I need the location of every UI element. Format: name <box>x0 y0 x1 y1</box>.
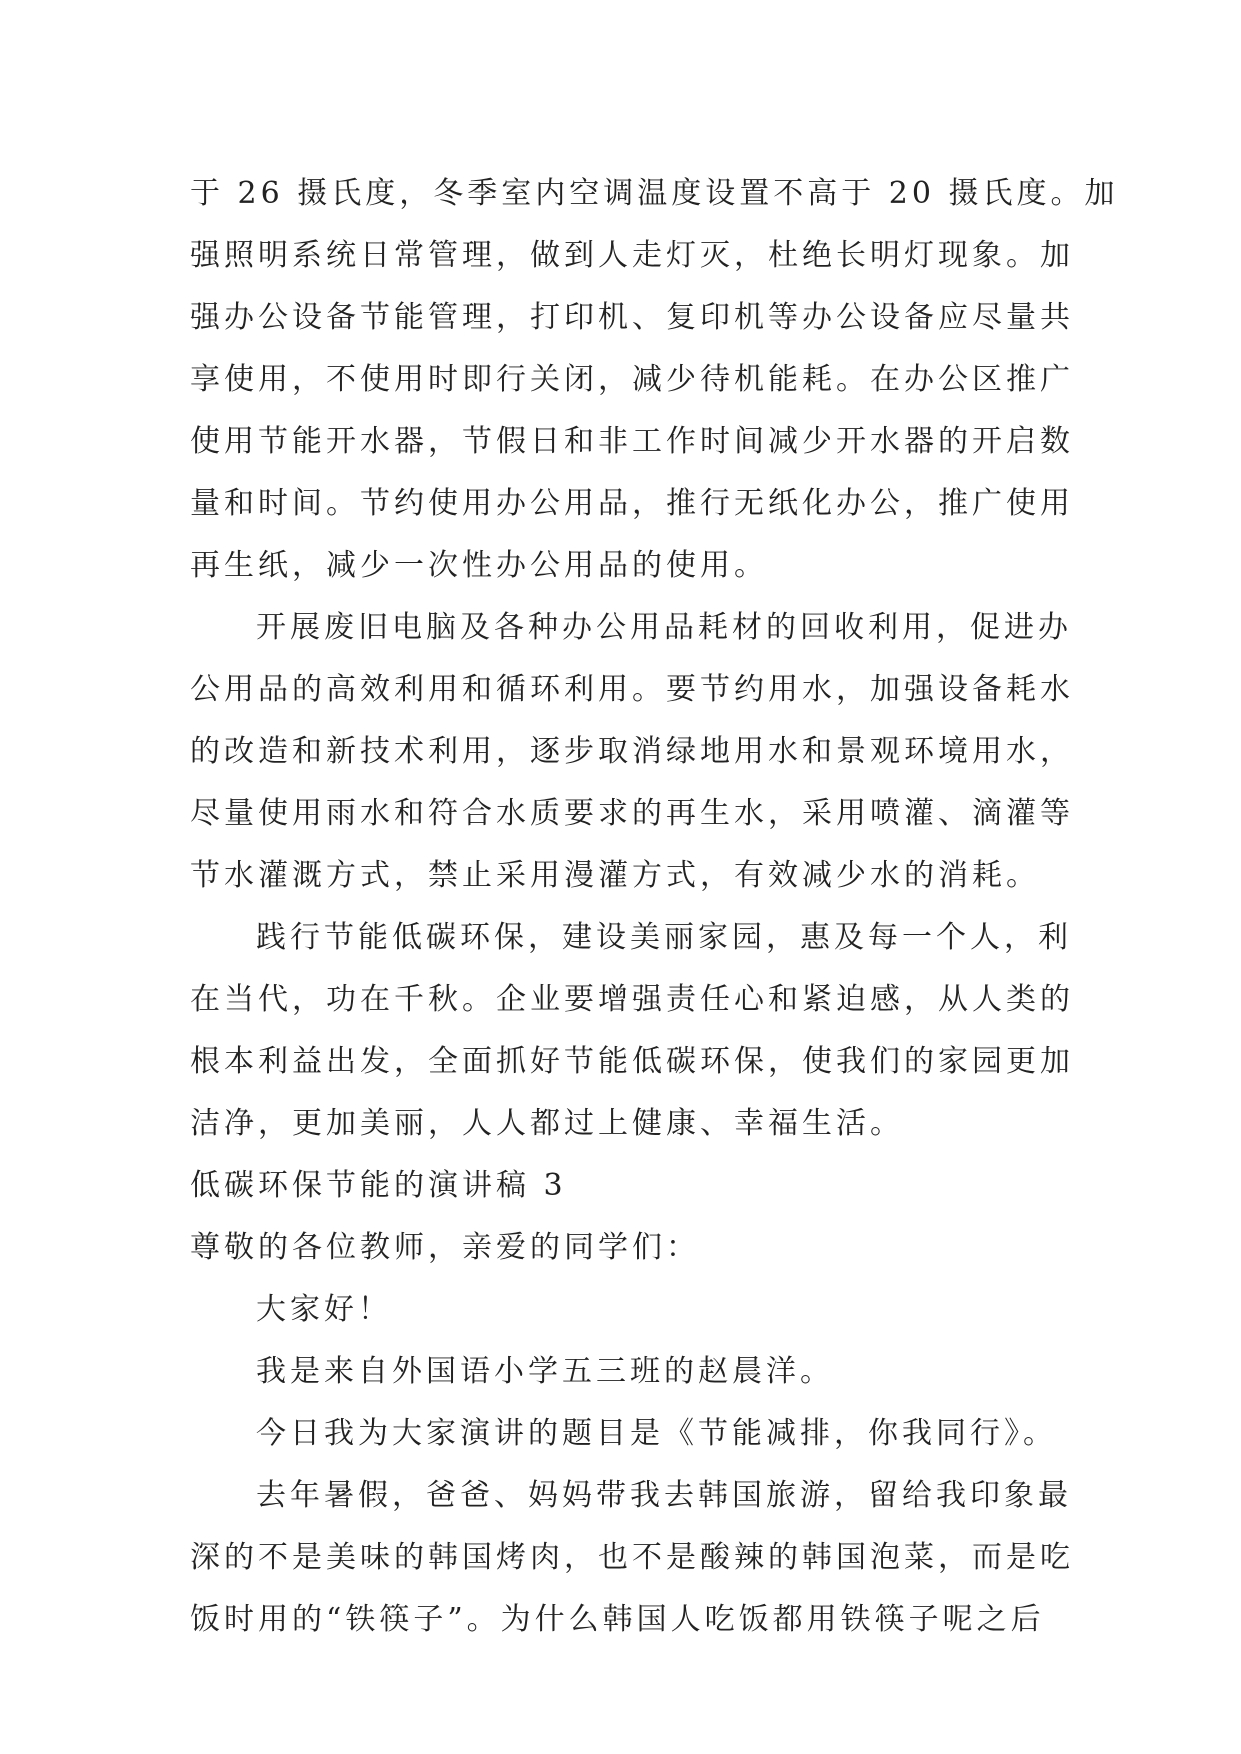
text-line: 使用节能开水器，节假日和非工作时间减少开水器的开启数 <box>190 424 1074 459</box>
text-line: 再生纸，减少一次性办公用品的使用。 <box>190 548 768 583</box>
text-line: 于 26 摄氏度，冬季室内空调温度设置不高于 20 摄氏度。加 <box>190 176 1119 211</box>
text-line: 的改造和新技术利用，逐步取消绿地用水和景观环境用水， <box>190 734 1074 769</box>
text-line: 今日我为大家演讲的题目是《节能减排，你我同行》。 <box>256 1416 1057 1451</box>
document-body <box>190 163 1119 1651</box>
text-line: 洁净，更加美丽，人人都过上健康、幸福生活。 <box>190 1106 904 1141</box>
salutation: 尊敬的各位教师，亲爱的同学们： <box>190 1230 700 1265</box>
text-line: 公用品的高效利用和循环利用。要节约用水，加强设备耗水 <box>190 672 1074 707</box>
text-line: 根本利益出发，全面抓好节能低碳环保，使我们的家园更加 <box>190 1044 1074 1079</box>
text-line: 去年暑假，爸爸、妈妈带我去韩国旅游，留给我印象最 <box>256 1478 1072 1513</box>
text-line: 享使用，不使用时即行关闭，减少待机能耗。在办公区推广 <box>190 362 1074 397</box>
text-line: 深的不是美味的韩国烤肉，也不是酸辣的韩国泡菜，而是吃 <box>190 1540 1074 1575</box>
text-line: 饭时用的“铁筷子”。为什么韩国人吃饭都用铁筷子呢之后 <box>190 1602 1045 1637</box>
section-heading: 低碳环保节能的演讲稿 3 <box>190 1168 567 1203</box>
greeting: 大家好！ <box>256 1292 392 1327</box>
text-line: 强办公设备节能管理，打印机、复印机等办公设备应尽量共 <box>190 300 1074 335</box>
text-line: 尽量使用雨水和符合水质要求的再生水，采用喷灌、滴灌等 <box>190 796 1074 831</box>
text-line: 节水灌溉方式，禁止采用漫灌方式，有效减少水的消耗。 <box>190 858 1040 893</box>
text-line: 强照明系统日常管理，做到人走灯灭，杜绝长明灯现象。加 <box>190 238 1074 273</box>
text-line: 我是来自外国语小学五三班的赵晨洋。 <box>256 1354 834 1389</box>
text-line: 在当代，功在千秋。企业要增强责任心和紧迫感，从人类的 <box>190 982 1074 1017</box>
text-line: 开展废旧电脑及各种办公用品耗材的回收利用，促进办 <box>256 610 1072 645</box>
text-line: 量和时间。节约使用办公用品，推行无纸化办公，推广使用 <box>190 486 1074 521</box>
text-line: 践行节能低碳环保，建设美丽家园，惠及每一个人，利 <box>256 920 1072 955</box>
